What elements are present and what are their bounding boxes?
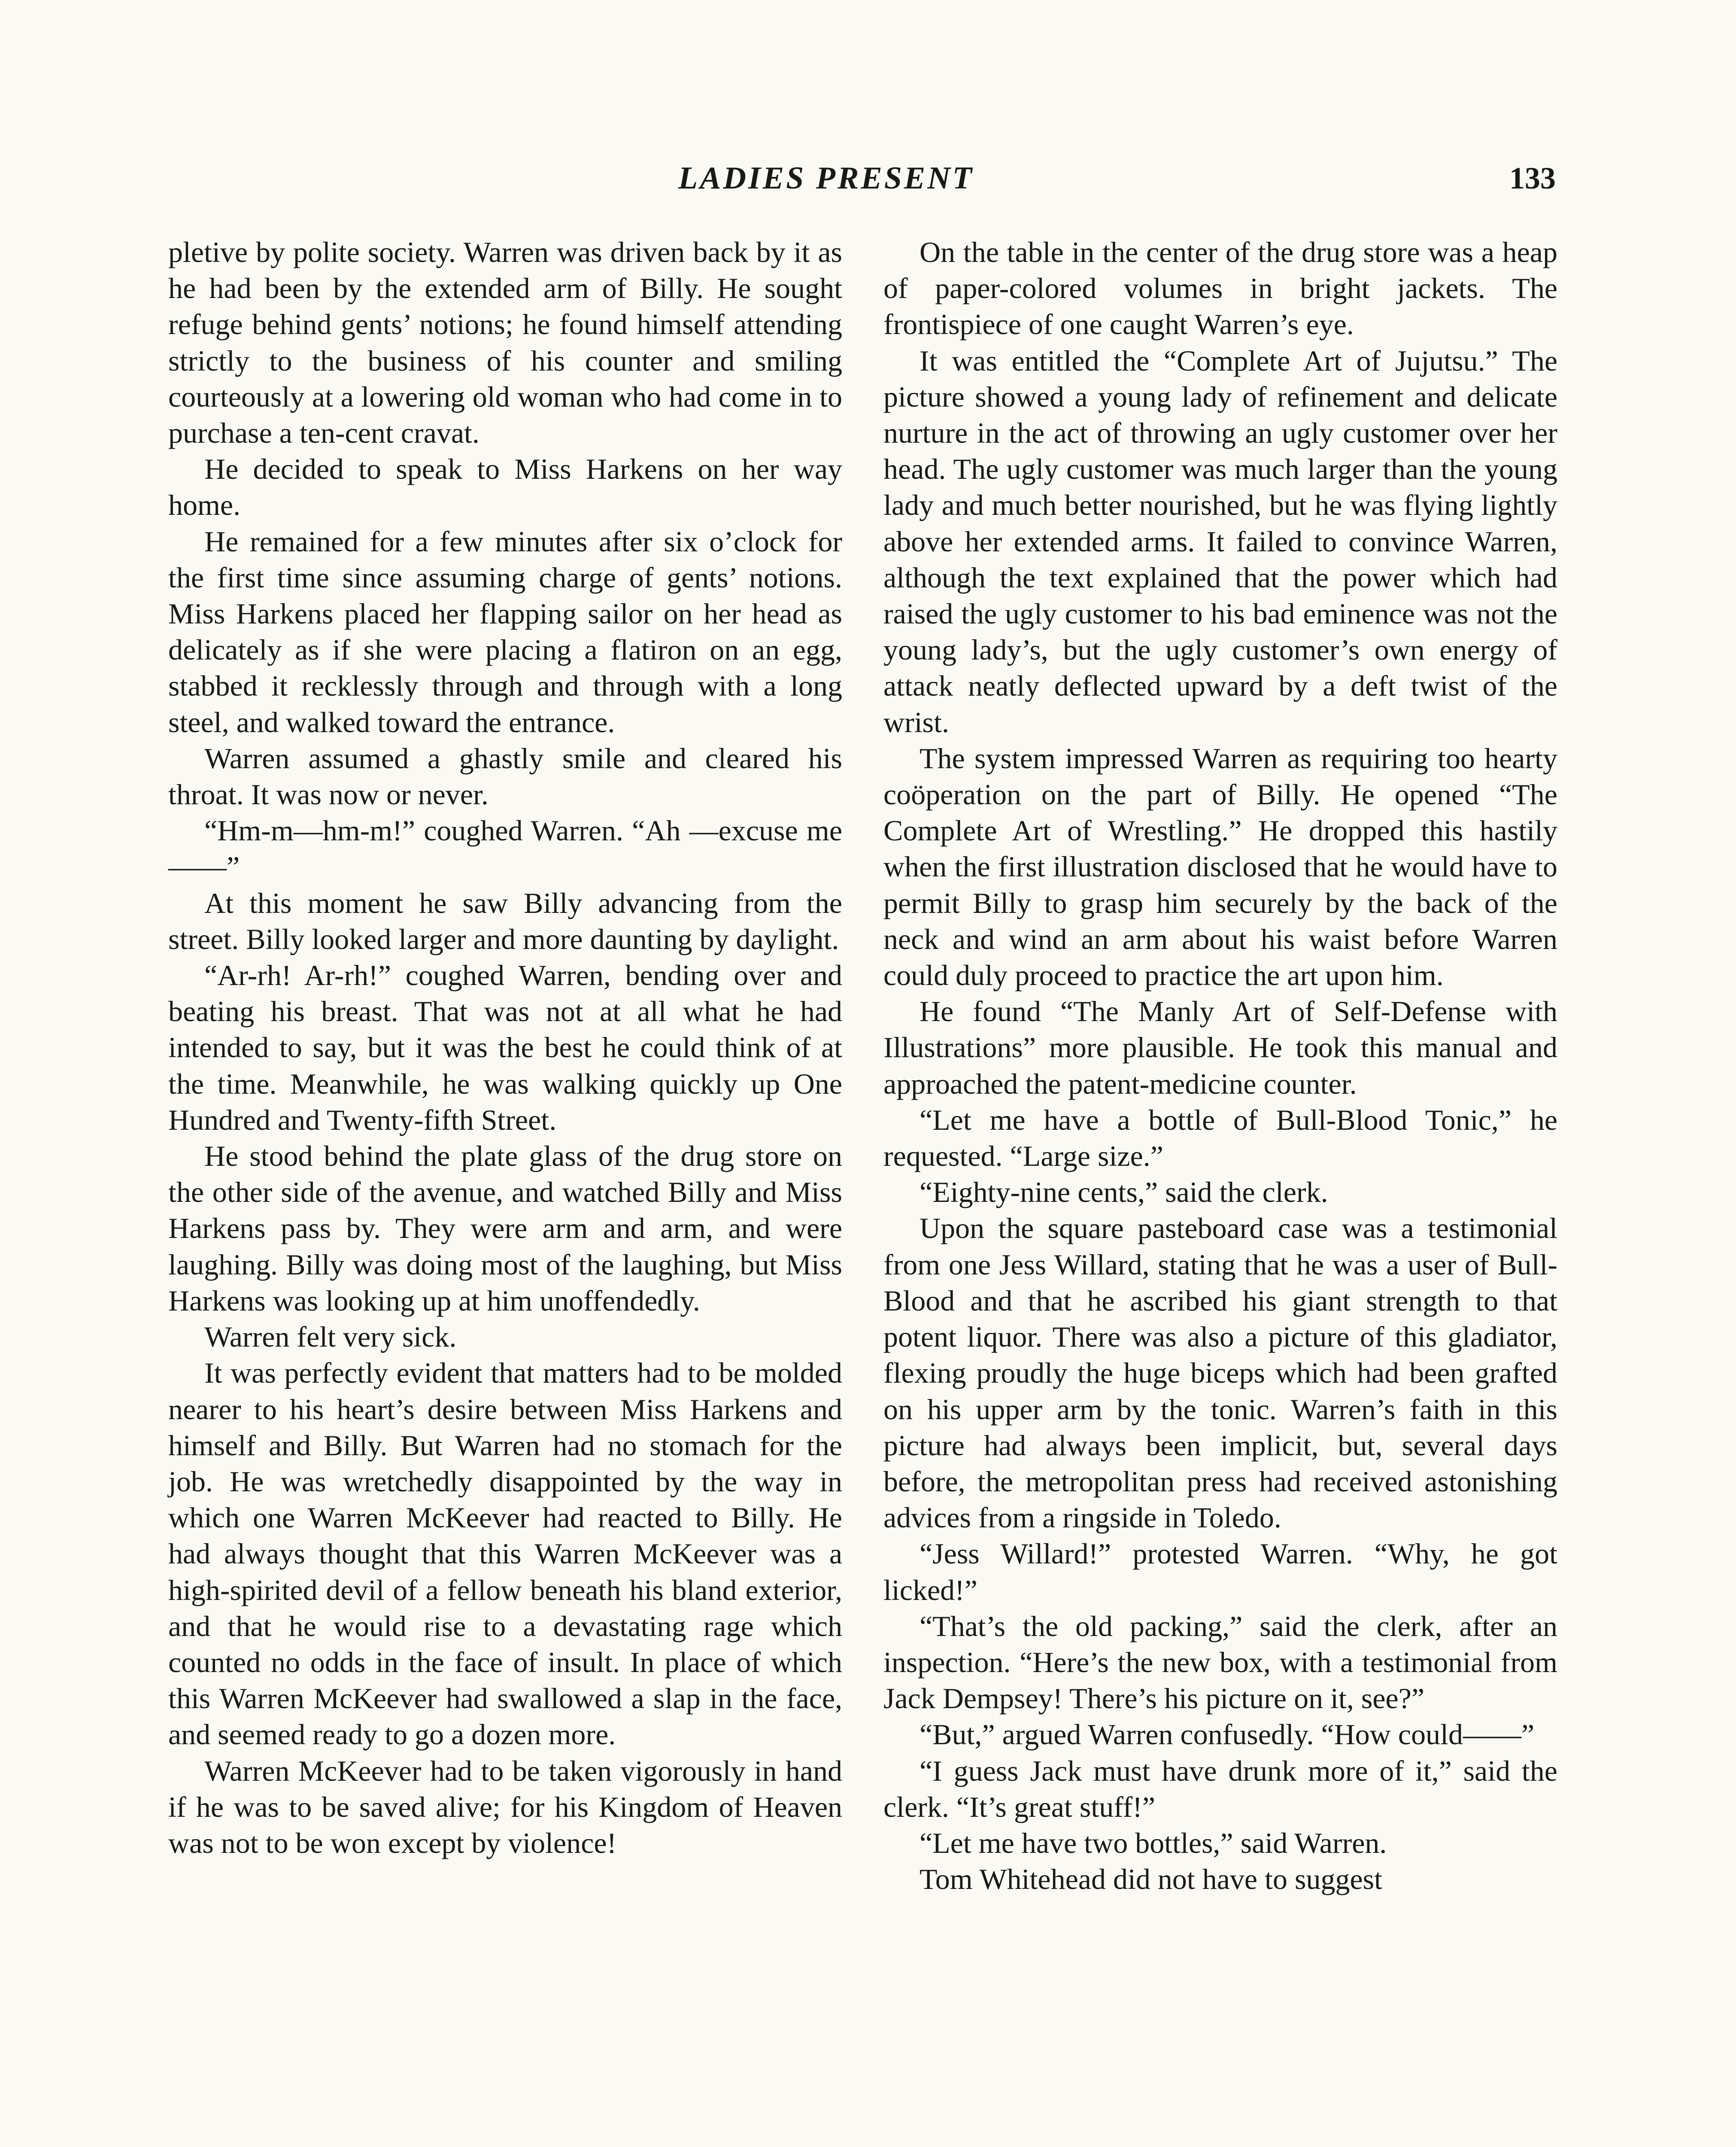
paragraph: It was perfectly evident that matters had to be molded nearer to his heart’s desire between Miss Harkens and himself and Billy. But Warren had no stomach for the job. He was wretchedly disappointed by the way in which one Warren McKeever had reacted to Billy. He had always thought that this Warren McKeever was a high-spirited devil of a fellow beneath his bland exterior, and that he would rise to a devastating rage which counted no odds in the face of insult. In place of which this Warren McKeever had swallowed a slap in the face, and seemed ready to go a dozen more. xyxy=(168,1356,842,1751)
paragraph: “Eighty-nine cents,” said the clerk. xyxy=(920,1176,1328,1209)
paragraph: He found “The Manly Art of Self-Defense with Illustrations” more plausible. He took this manual and approached the patent-medicine counter. xyxy=(883,995,1557,1100)
page-number: 133 xyxy=(1509,161,1556,195)
paragraph: “But,” argued Warren confusedly. “How could——” xyxy=(920,1718,1535,1751)
paragraph: The system impressed Warren as requiring too hearty coöperation on the part of Billy. He opened “The Complete Art of Wrestling.” He dropped this hastily when the first illustration disclosed that he would have to permit Billy to grasp him securely by the back of the neck and wind an arm about his waist before Warren could duly proceed to practice the art upon him. xyxy=(883,742,1557,992)
paragraph: He stood behind the plate glass of the drug store on the other side of the avenue, and watched Billy and Miss Harkens pass by. They were arm and arm, and were laughing. Billy was doing most of the laughing, but Miss Harkens was looking up at him unoffendedly. xyxy=(168,1140,842,1317)
paragraph: pletive by polite society. Warren was driven back by it as he had been by the extended arm of Billy. He sought refuge behind gents’ notions; he found himself attending strictly to the business of his counter and smiling courteously at a lowering old woman who had come in to purchase a ten-cent cravat. xyxy=(168,236,842,450)
paragraph: “Let me have two bottles,” said Warren. xyxy=(920,1826,1387,1859)
paragraph: It was entitled the “Complete Art of Jujutsu.” The picture showed a young lady of refinement and delicate nurture in the act of throwing an ugly customer over her head. The ugly customer was much larger than the young lady and much better nourished, but he was flying lightly above her extended arms. It failed to convince Warren, although the text explained that the power which had raised the ugly customer to his bad eminence was not the young lady’s, but the ugly customer’s own energy of attack neatly deflected upward by a deft twist of the wrist. xyxy=(883,344,1557,739)
paragraph: He decided to speak to Miss Harkens on her way home. xyxy=(168,453,842,522)
paragraph: “Let me have a bottle of Bull-Blood Tonic,” he requested. “Large size.” xyxy=(883,1103,1557,1173)
right-column xyxy=(883,234,1557,1897)
paragraph: Warren felt very sick. xyxy=(204,1320,457,1353)
paragraph: “Jess Willard!” protested Warren. “Why, he got licked!” xyxy=(883,1537,1557,1606)
paragraph: Upon the square pasteboard case was a testimonial from one Jess Willard, stating that he was a user of Bull-Blood and that he ascribed his giant strength to that potent liquor. There was also a picture of this gladiator, flexing proudly the huge biceps which had been grafted on his upper arm by the tonic. Warren’s faith in this picture had always been implicit, but, several days before, the metropolitan press had received astonishing advices from a ringside in Toledo. xyxy=(883,1212,1557,1534)
paragraph: Warren McKeever had to be taken vigorously in hand if he was to be saved alive; for his Kingdom of Heaven was not to be won except by violence! xyxy=(168,1754,842,1859)
running-title: LADIES PRESENT xyxy=(678,161,974,196)
paragraph: Tom Whitehead did not have to suggest xyxy=(920,1863,1383,1896)
paragraph: “That’s the old packing,” said the clerk, after an inspection. “Here’s the new box, with a testimonial from Jack Dempsey! There’s his picture on it, see?” xyxy=(883,1609,1557,1715)
left-column xyxy=(168,234,842,1861)
paragraph: Warren assumed a ghastly smile and cleared his throat. It was now or never. xyxy=(168,742,842,811)
paragraph: He remained for a few minutes after six o’clock for the first time since assuming charge of gents’ notions. Miss Harkens placed her flapping sailor on her head as delicately as if she were placing a flatiron on an egg, stabbed it recklessly through and through with a long steel, and walked toward the entrance. xyxy=(168,525,842,739)
paragraph: “Ar-rh! Ar-rh!” coughed Warren, bending over and beating his breast. That was not at all what he had intended to say, but it was the best he could think of at the time. Meanwhile, he was walking quickly up One Hundred and Twenty-fifth Street. xyxy=(168,959,842,1136)
paragraph: “Hm-m—hm-m!” coughed Warren. “Ah —excuse me——” xyxy=(168,814,842,883)
running-head xyxy=(0,155,1736,202)
paragraph: At this moment he saw Billy advancing from the street. Billy looked larger and more daunting by daylight. xyxy=(168,886,842,955)
paragraph: “I guess Jack must have drunk more of it,” said the clerk. “It’s great stuff!” xyxy=(883,1754,1557,1823)
paragraph: On the table in the center of the drug store was a heap of paper-colored volumes in bright jackets. The frontispiece of one caught Warren’s eye. xyxy=(883,236,1557,341)
